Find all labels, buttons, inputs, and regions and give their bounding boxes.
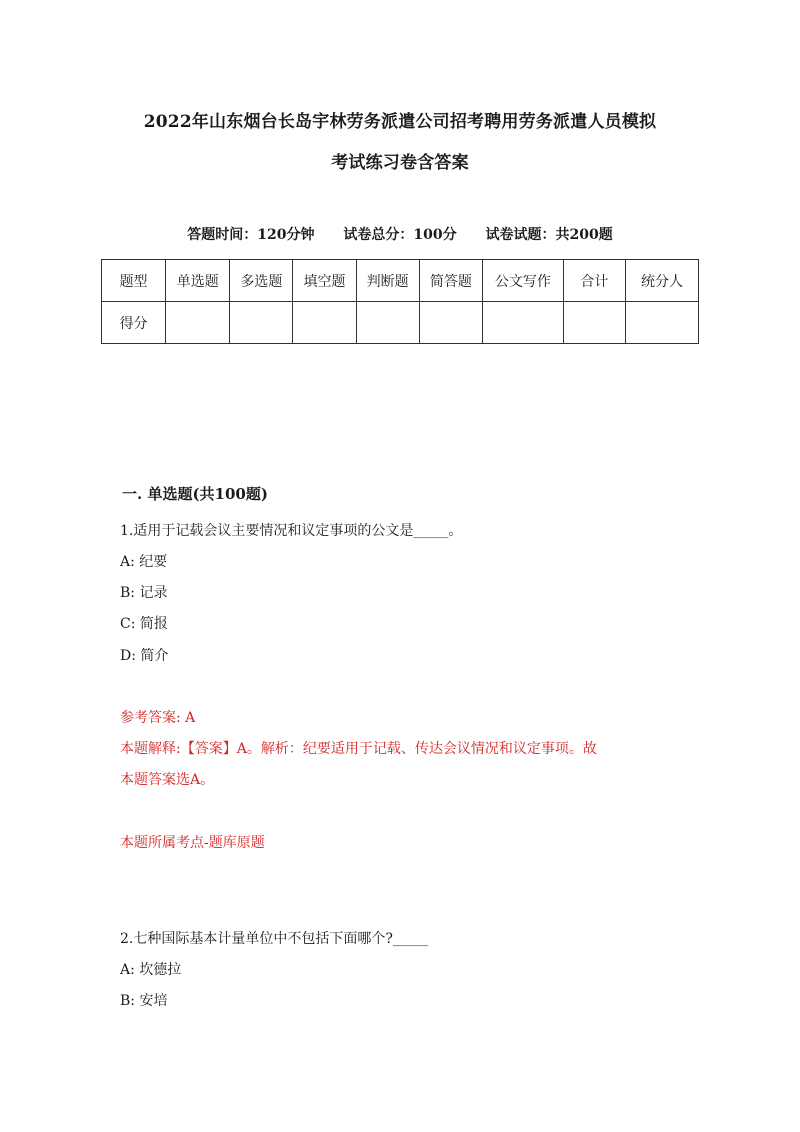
score-cell — [230, 302, 293, 344]
question-option: A: 坎德拉 — [120, 962, 182, 978]
table-header-cell: 简答题 — [419, 260, 482, 302]
question-text: 1.适用于记载会议主要情况和议定事项的公文是_____。 — [120, 523, 463, 539]
table-header-cell: 公文写作 — [482, 260, 563, 302]
document-title-line-1: 2022年山东烟台长岛宇林劳务派遣公司招考聘用劳务派遣人员模拟 — [143, 112, 657, 132]
question-option: C: 简报 — [120, 616, 168, 632]
score-cell — [482, 302, 563, 344]
question-text: 2.七种国际基本计量单位中不包括下面哪个?_____ — [120, 931, 428, 947]
table-header-cell: 多选题 — [230, 260, 293, 302]
exam-info — [0, 224, 800, 244]
table-header-cell: 填空题 — [293, 260, 356, 302]
exam-total-score: 试卷总分：100分 — [343, 227, 457, 243]
question-option: D: 简介 — [120, 648, 169, 664]
answer-text: 参考答案: A — [120, 710, 196, 726]
score-table-header-row — [102, 260, 699, 302]
question-option: B: 安培 — [120, 993, 168, 1009]
score-cell — [563, 302, 625, 344]
explanation-line: 本题答案选A。 — [120, 772, 215, 788]
explanation-line: 本题解释:【答案】A。解析：纪要适用于记载、传达会议情况和议定事项。故 — [120, 741, 597, 757]
exam-question-count: 试卷试题：共200题 — [485, 227, 613, 243]
question-source: 本题所属考点-题库原题 — [120, 835, 265, 851]
score-cell — [356, 302, 419, 344]
question-option: B: 记录 — [120, 585, 168, 601]
exam-time: 答题时间：120分钟 — [187, 227, 315, 243]
table-header-cell: 判断题 — [356, 260, 419, 302]
score-cell — [293, 302, 356, 344]
table-row-label: 得分 — [102, 302, 166, 344]
table-header-cell: 统分人 — [625, 260, 698, 302]
score-table — [101, 259, 699, 344]
score-table-score-row — [102, 302, 699, 344]
question-option: A: 纪要 — [120, 554, 168, 570]
score-cell — [166, 302, 230, 344]
document-title-line-2: 考试练习卷含答案 — [331, 153, 469, 173]
table-header-cell: 合计 — [563, 260, 625, 302]
table-header-cell: 题型 — [102, 260, 166, 302]
section-title: 一. 单选题(共100题) — [122, 485, 268, 503]
table-header-cell: 单选题 — [166, 260, 230, 302]
score-cell — [419, 302, 482, 344]
score-cell — [625, 302, 698, 344]
